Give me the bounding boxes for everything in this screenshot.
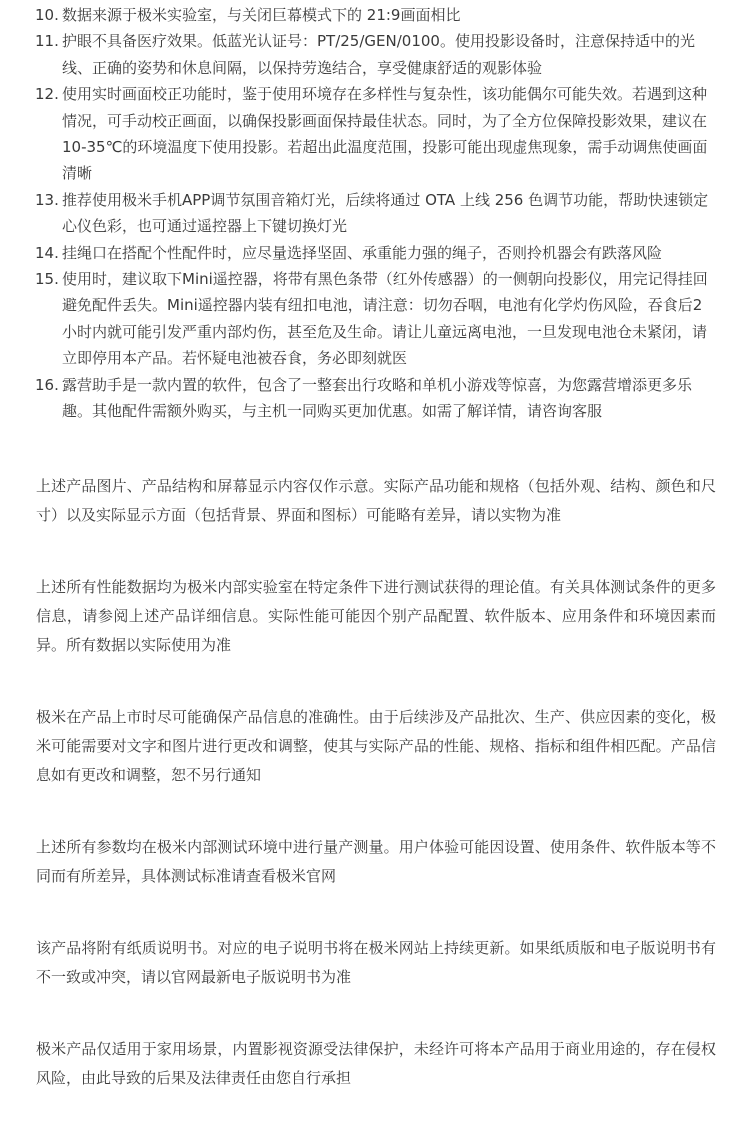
- footnote-item: [0, 2, 750, 28]
- footnote-text: 使用时，建议取下Mini遥控器，将带有黑色条带（红外传感器）的一侧朝向投影仪，用完记得挂回避免配件丢失。Mini遥控器内装有纽扣电池，请注意：切勿吞咽，电池有化学灼伤风险，吞食后2小时内就可能引发严重内部灼伤，甚至危及生命。请让儿童远离电池，一旦发现电池仓未紧闭，请立即停用本产品。若怀疑电池被吞食，务必即刻就医: [62, 270, 708, 368]
- footnote-item: [0, 187, 750, 240]
- footnote-item: [0, 266, 750, 372]
- footnote-number: 16.: [35, 375, 59, 394]
- footnote-text: 使用实时画面校正功能时，鉴于使用环境存在多样性与复杂性，该功能偶尔可能失效。若遇到这种情况，可手动校正画面，以确保投影画面保持最佳状态。同时，为了全方位保障投影效果，建议在10-35℃的环境温度下使用投影。若超出此温度范围，投影可能出现虚焦现象，需手动调焦使画面清晰: [62, 85, 708, 183]
- footnote-text: 护眼不具备医疗效果。低蓝光认证号：PT/25/GEN/0100。使用投影设备时，注意保持适中的光线、正确的姿势和休息间隔，以保持劳逸结合，享受健康舒适的观影体验: [62, 32, 695, 77]
- footnote-text: 露营助手是一款内置的软件，包含了一整套出行攻略和单机小游戏等惊喜，为您露营增添更多乐趣。其他配件需额外购买，与主机一同购买更加优惠。如需了解详情，请咨询客服: [62, 375, 693, 421]
- disclaimer-paragraph: 上述所有参数均在极米内部测试环境中进行量产测量。用户体验可能因设置、使用条件、软件版本等不同而有所差异，具体测试标准请查看极米官网: [36, 838, 716, 885]
- footnote-number: 11.: [35, 32, 59, 51]
- footnote-text: 推荐使用极米手机APP调节氛围音箱灯光，后续将通过 OTA 上线 256 色调节功能，帮助快速锁定心仪色彩，也可通过遥控器上下键切换灯光: [62, 190, 709, 236]
- footnote-number: 12.: [35, 85, 59, 104]
- footnote-item: [0, 81, 750, 187]
- footnote-item: [0, 372, 750, 425]
- footnotes-list: [0, 0, 750, 425]
- footnote-text: 数据来源于极米实验室，与关闭巨幕模式下的 21:9画面相比: [62, 6, 461, 24]
- footnote-item: [0, 240, 750, 266]
- footnote-number: 14.: [35, 243, 59, 262]
- footnote-item: [0, 28, 750, 81]
- footnote-number: 10.: [35, 6, 59, 24]
- disclaimer-paragraph: 上述所有性能数据均为极米内部实验室在特定条件下进行测试获得的理论值。有关具体测试条件的更多信息，请参阅上述产品详细信息。实际性能可能因个别产品配置、软件版本、应用条件和环境因素而异。所有数据以实际使用为准: [36, 578, 716, 654]
- disclaimer-paragraph: 极米产品仅适用于家用场景，内置影视资源受法律保护，未经许可将本产品用于商业用途的，存在侵权风险，由此导致的后果及法律责任由您自行承担: [36, 1040, 716, 1087]
- disclaimer-paragraph: 上述产品图片、产品结构和屏幕显示内容仅作示意。实际产品功能和规格（包括外观、结构、颜色和尺寸）以及实际显示方面（包括背景、界面和图标）可能略有差异，请以实物为准: [36, 477, 716, 524]
- footnote-text: 挂绳口在搭配个性配件时，应尽量选择坚固、承重能力强的绳子，否则拎机器会有跌落风险: [62, 243, 663, 262]
- disclaimer-paragraph: 极米在产品上市时尽可能确保产品信息的准确性。由于后续涉及产品批次、生产、供应因素的变化，极米可能需要对文字和图片进行更改和调整，使其与实际产品的性能、规格、指标和组件相匹配。产品信息如有更改和调整，恕不另行通知: [36, 708, 716, 784]
- disclaimer-paragraph: 该产品将附有纸质说明书。对应的电子说明书将在极米网站上持续更新。如果纸质版和电子版说明书有不一致或冲突，请以官网最新电子版说明书为准: [36, 939, 716, 986]
- disclaimer-section: [36, 472, 716, 1136]
- footnote-number: 15.: [35, 270, 59, 289]
- footnote-number: 13.: [35, 190, 59, 209]
